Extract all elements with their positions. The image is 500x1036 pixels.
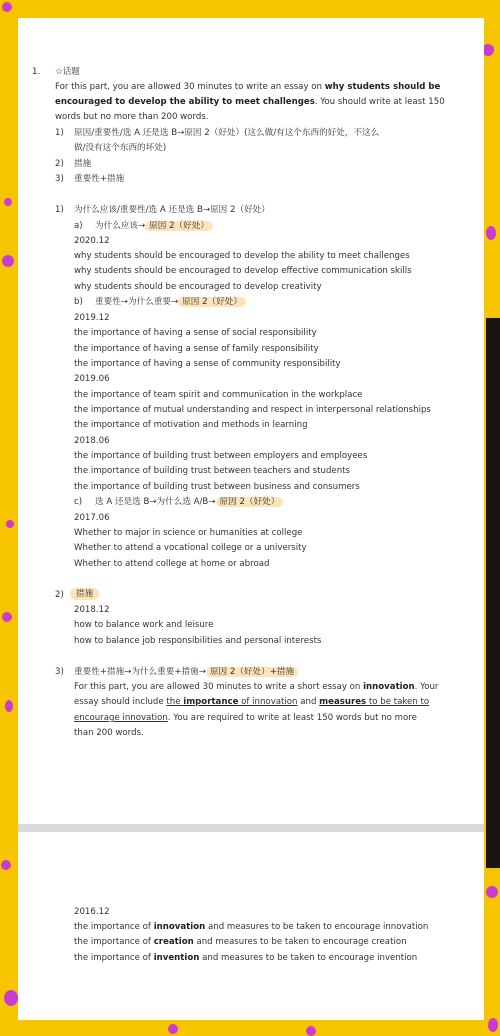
decor-dot [1,860,11,870]
topic-heading: ☆话题 [55,67,80,77]
page-separator [18,824,484,832]
subsection-title: 为什么应该→ 原因 2（好处） [95,220,213,232]
sub-number: 2) [55,159,64,169]
decor-dot [6,520,14,528]
topic-item: the importance of motivation and methods in learning [74,420,308,430]
section-title [70,588,99,600]
highlight: 原因 2（好处） [216,497,284,507]
decor-dot [488,1018,498,1032]
decor-dot [306,1026,316,1036]
decor-dot [486,886,498,898]
topic-item: the importance of building trust between employers and employees [74,451,368,461]
topic-item: the importance of team spirit and communication in the workplace [74,390,363,400]
document-page-2 [18,832,484,1020]
sub-item: 做/没有这个东西的坏处) [74,143,167,153]
decor-dot [486,226,496,240]
section-title: 重要性+措施→为什么重要+措施→ 原因 2（好处）+措施 [74,666,298,678]
decor-dot [4,990,18,1006]
essay-prompt-line: For this part, you are allowed 30 minutes to write a short essay on innovation. Your [74,682,439,692]
highlight: 原因 2（好处）+措施 [206,667,298,677]
topic-item: the importance of invention and measures to be taken to encourage invention [74,953,418,963]
topic-item: why students should be encouraged to develop effective communication skills [74,266,412,276]
section-number: 3) [55,667,64,677]
topic-item: how to balance job responsibilities and personal interests [74,636,322,646]
essay-prompt-line: encourage innovation. You are required to write at least 150 words but no more [74,713,417,723]
subsection-title: 重要性→为什么重要→ 原因 2（好处） [95,296,246,308]
year-label: 2019.12 [74,313,110,323]
decor-dot [2,255,14,267]
sub-number: 1) [55,128,64,138]
section-number: 2) [55,590,64,600]
topic-item: why students should be encouraged to develop the ability to meet challenges [74,251,410,261]
topic-item: the importance of building trust between business and consumers [74,482,360,492]
year-label: 2018.12 [74,605,110,615]
decor-dot [168,1024,178,1034]
year-label: 2020.12 [74,236,110,246]
background-figure [486,318,500,868]
highlight: 原因 2（好处） [178,297,246,307]
subsection-label: c) [74,497,83,507]
intro-line: words but no more than 200 words. [55,112,209,122]
year-label: 2016.12 [74,907,110,917]
topic-item: the importance of innovation and measures to be taken to encourage innovation [74,922,429,932]
topic-item: the importance of having a sense of social responsibility [74,328,317,338]
section-title: 为什么应该/重要性/选 A 还是选 B→原因 2（好处） [74,205,270,215]
topic-item: Whether to major in science or humanities at college [74,528,303,538]
topic-item: how to balance work and leisure [74,620,214,630]
topic-item: the importance of having a sense of community responsibility [74,359,341,369]
topic-item: why students should be encouraged to develop creativity [74,282,322,292]
topic-item: the importance of having a sense of family responsibility [74,344,319,354]
subsection-label: a) [74,221,83,231]
sub-number: 3) [55,174,64,184]
decor-dot [5,700,13,712]
topic-item: the importance of creation and measures to be taken to encourage creation [74,937,407,947]
topic-item: Whether to attend a vocational college or a university [74,543,307,553]
decor-dot [4,198,12,206]
intro-line: encouraged to develop the ability to meet challenges. You should write at least 150 [55,97,445,107]
document-page-1 [18,18,484,824]
subsection-label: b) [74,297,83,307]
essay-prompt-line: than 200 words. [74,728,144,738]
subsection-title: 选 A 还是选 B→为什么选 A/B→ 原因 2（好处） [95,496,283,508]
highlight: 措施 [70,588,99,600]
topic-item: the importance of mutual understanding and respect in interpersonal relationships [74,405,431,415]
essay-prompt-line: essay should include the importance of innovation and measures to be taken to [74,697,430,707]
sub-item: 原因/重要性/选 A 还是选 B→原因 2（好处）(这么做/有这个东西的好处，不这么 [74,128,380,138]
sub-item: 措施 [74,159,92,169]
year-label: 2018.06 [74,436,110,446]
intro-line: For this part, you are allowed 30 minutes to write an essay on why students should be [55,82,441,92]
highlight: 原因 2（好处） [145,221,213,231]
decor-dot [2,612,12,622]
sub-item: 重要性+措施 [74,174,125,184]
year-label: 2019.06 [74,374,110,384]
item-number: 1. [32,67,41,77]
section-number: 1) [55,205,64,215]
topic-item: the importance of building trust between teachers and students [74,466,351,476]
topic-item: Whether to attend college at home or abroad [74,559,270,569]
year-label: 2017.06 [74,513,110,523]
decor-dot [2,2,12,12]
